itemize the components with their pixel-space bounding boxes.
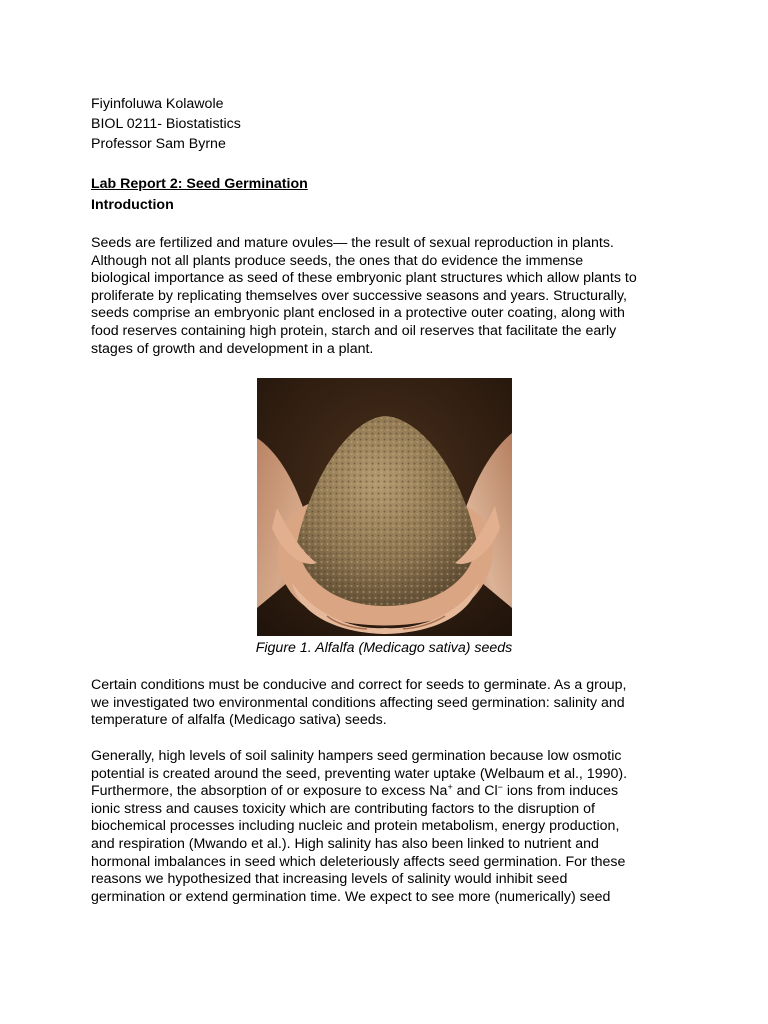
ions-text-c: ions from induces — [502, 783, 619, 800]
ions-text-b: and Cl — [452, 783, 498, 800]
paragraph-line: ionic stress and causes toxicity which are contributing factors to the disruption of — [91, 800, 595, 817]
paragraph-line: germination or extend germination time. We expect to see more (numerically) seed — [91, 888, 611, 905]
paragraph-line: food reserves containing high protein, starch and oil reserves that facilitate the early — [91, 322, 617, 339]
figure-caption: Figure 1. Alfalfa (Medicago sativa) seeds — [255, 640, 513, 656]
paragraph-line: we investigated two environmental conditions affecting seed germination: salinity and — [91, 694, 625, 711]
paragraph-line: biological importance as seed of these embryonic plant structures which allow plants to — [91, 270, 637, 287]
paragraph-line: Seeds are fertilized and mature ovules— the result of sexual reproduction in plants. — [91, 235, 614, 251]
paragraph-line: potential is created around the seed, preventing water uptake (Welbaum et al., 1990). — [91, 765, 628, 782]
paragraph-line: hormonal imbalances in seed which deleteriously affects seed germination. For these — [91, 853, 626, 870]
ions-text-a: Furthermore, the absorption of or exposure to excess Na — [91, 783, 448, 800]
paragraph-introduction — [91, 235, 691, 358]
paragraph-conditions — [91, 677, 691, 730]
author-name: Fiyinfoluwa Kolawole — [91, 96, 224, 112]
section-heading: Introduction — [91, 197, 174, 213]
paragraph-line: stages of growth and development in a plant. — [91, 340, 374, 357]
paragraph-line: Generally, high levels of soil salinity hampers seed germination because low osmotic — [91, 748, 622, 764]
paragraph-line: biochemical processes including nucleic and protein metabolism, energy production, — [91, 818, 620, 835]
paragraph-line: proliferate by replicating themselves over successive seasons and years. Structurally, — [91, 287, 627, 304]
sodium-charge: + — [447, 782, 453, 793]
chloride-charge: − — [497, 782, 503, 793]
paragraph-line: Certain conditions must be conducive and correct for seeds to germinate. As a group, — [91, 677, 627, 693]
professor-name: Professor Sam Byrne — [91, 136, 226, 152]
paragraph-line-ions — [91, 783, 691, 801]
paragraph-line: reasons we hypothesized that increasing levels of salinity would inhibit seed — [91, 871, 568, 888]
paragraph-salinity — [91, 748, 691, 906]
document-header — [91, 94, 691, 154]
paragraph-line: seeds comprise an embryonic plant enclosed in a protective outer coating, along with — [91, 305, 625, 322]
paragraph-line: temperature of alfalfa (Medicago sativa) seeds. — [91, 712, 387, 729]
paragraph-line: and respiration (Mwando et al.). High salinity has also been linked to nutrient and — [91, 835, 599, 852]
course-name: BIOL 0211- Biostatistics — [91, 116, 241, 132]
report-title: Lab Report 2: Seed Germination — [91, 176, 308, 192]
paragraph-line: Although not all plants produce seeds, the ones that do evidence the immense — [91, 252, 584, 269]
seeds-in-hands-image — [257, 378, 512, 636]
